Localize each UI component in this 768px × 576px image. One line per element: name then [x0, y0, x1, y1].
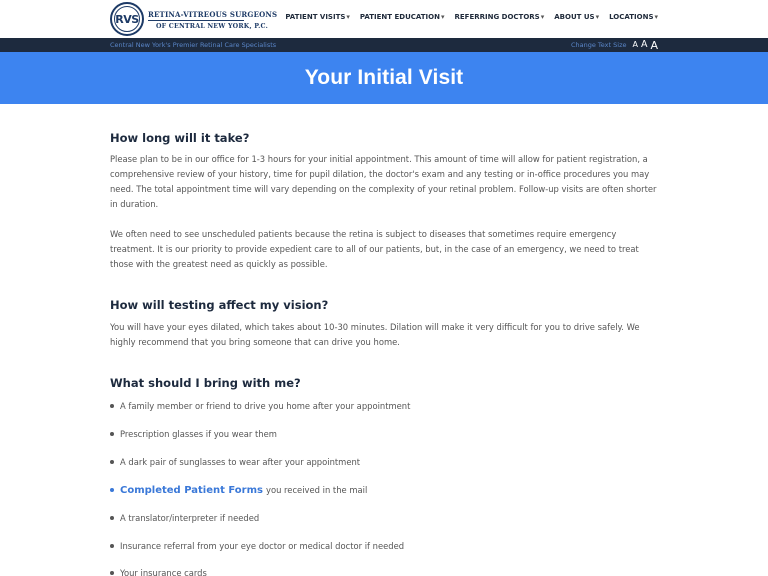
section-heading-bring: What should I bring with me?	[110, 376, 301, 390]
page-title: Your Initial Visit	[304, 66, 464, 89]
chevron-down-icon: ▾	[654, 13, 658, 21]
list-item: Insurance referral from your eye doctor or medical doctor if needed	[110, 539, 404, 553]
bullet-icon	[110, 460, 114, 464]
bullet-icon	[110, 571, 114, 575]
chevron-down-icon: ▾	[595, 13, 600, 21]
list-item: Your insurance cards	[110, 566, 207, 576]
utility-bar	[0, 38, 768, 52]
paragraph-emergencies: We often need to see unscheduled patients because the retina is subject to diseases that sometimes require emergency treatment. It is our priority to provide expedient care to all of our patients, but, in the case of an emergency, we need to treat those with the greatest need as quickly as possible.	[110, 229, 639, 269]
logo-name-line2: OF CENTRAL NEW YORK, P.C.	[156, 23, 269, 30]
list-item: Prescription glasses if you wear them	[110, 427, 277, 441]
site-tagline: Central New York's Premier Retinal Care Specialists	[110, 41, 277, 49]
nav-about-us[interactable]: ABOUT US▾	[554, 13, 600, 21]
paragraph-dilation: You will have your eyes dilated, which takes about 10-30 minutes. Dilation will make it very difficult for you to drive safely. We highly recommend that you bring someone that can drive you home.	[110, 322, 640, 347]
text-size-label: Change Text Size	[570, 41, 627, 49]
nav-referring-doctors[interactable]: REFERRING DOCTORS▾	[454, 13, 545, 21]
text-size-medium-button[interactable]: A	[640, 39, 648, 51]
list-item: Completed Patient Forms you received in the mail	[110, 483, 367, 497]
site-logo[interactable]	[110, 2, 278, 36]
bullet-icon	[110, 488, 114, 492]
section-heading-testing: How will testing affect my vision?	[110, 298, 329, 312]
chevron-down-icon: ▾	[540, 13, 545, 21]
text-size-small-button[interactable]: A	[632, 40, 638, 49]
nav-patient-education[interactable]: PATIENT EDUCATION▾	[359, 13, 445, 21]
logo-mark	[110, 2, 144, 36]
site-header	[0, 0, 768, 38]
bullet-icon	[110, 404, 114, 408]
section-heading-duration: How long will it take?	[110, 131, 250, 145]
paragraph-duration: Please plan to be in our office for 1-3 hours for your initial appointment. This amount of time will allow for patient registration, a comprehensive review of your history, time for pupil dilation, the doctor's exam and any testing or in-office procedures you may need. The total appointment time will vary depending on the complexity of your retinal problem. Follow-up visits are often shorter in duration.	[110, 154, 657, 209]
main-nav	[285, 13, 658, 21]
text-size-control	[571, 38, 658, 52]
text-size-large-button[interactable]: A	[650, 38, 658, 52]
chevron-down-icon: ▾	[440, 13, 445, 21]
completed-patient-forms-link[interactable]: Completed Patient Forms	[120, 484, 263, 496]
logo-divider	[148, 20, 244, 21]
bullet-icon	[110, 544, 114, 548]
list-item: A family member or friend to drive you home after your appointment	[110, 399, 410, 413]
logo-name-line1: RETINA-VITREOUS SURGEONS	[148, 10, 278, 19]
list-item: A translator/interpreter if needed	[110, 511, 259, 525]
logo-mark-text: RVS	[114, 6, 140, 32]
chevron-down-icon: ▾	[346, 13, 350, 21]
bullet-icon	[110, 432, 114, 436]
bullet-icon	[110, 516, 114, 520]
nav-locations[interactable]: LOCATIONS▾	[609, 13, 658, 21]
page-banner	[0, 52, 768, 104]
nav-patient-visits[interactable]: PATIENT VISITS▾	[285, 13, 350, 21]
list-item: A dark pair of sunglasses to wear after your appointment	[110, 455, 360, 469]
